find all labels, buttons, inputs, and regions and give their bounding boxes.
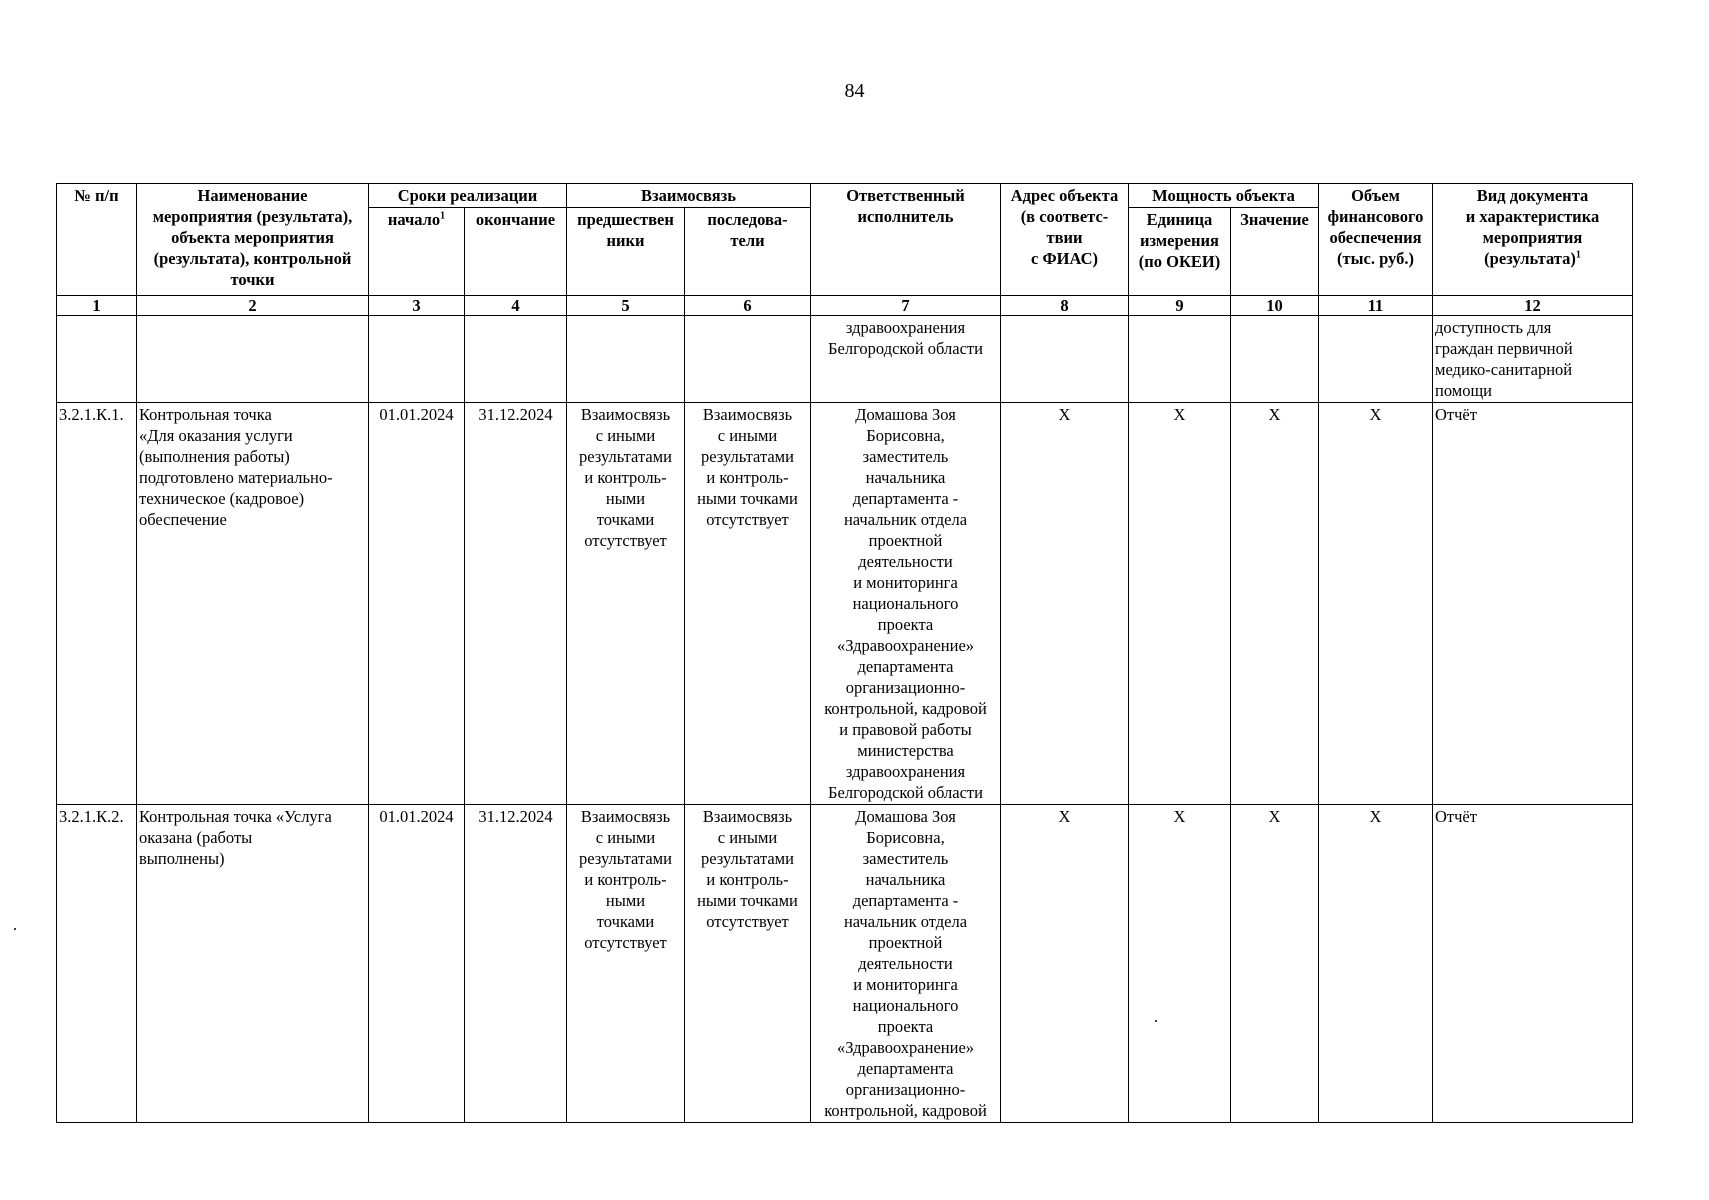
column-number: 6 (685, 296, 811, 316)
header-doc-type-label: Вид документа и характеристика мероприятия (результата) (1465, 186, 1600, 268)
column-number: 2 (137, 296, 369, 316)
row-predecessors: Взаимосвязь с иными результатами и контроль- ными точками отсутствует (567, 403, 685, 805)
row-start: 01.01.2024 (369, 403, 465, 805)
row-address: X (1001, 403, 1129, 805)
row-responsible: Домашова Зоя Борисовна, заместитель начальника департамента - начальник отдела проектной деятельности и мониторинга национального проекта «Здравоохранение» департамента организационно- контрольной, кадровой и правовой работы министерства здравоохранения Белгородской области (811, 403, 1001, 805)
column-number: 7 (811, 296, 1001, 316)
header-doc-type-footnote: 1 (1575, 249, 1581, 261)
column-number: 8 (1001, 296, 1129, 316)
row-start: 01.01.2024 (369, 805, 465, 1123)
row-number: 3.2.1.К.1. (57, 403, 137, 805)
plan-table (56, 183, 1633, 1123)
row-number: 3.2.1.К.2. (57, 805, 137, 1123)
row-responsible: Домашова Зоя Борисовна, заместитель начальника департамента - начальник отдела проектной деятельности и мониторинга национального проекта «Здравоохранение» департамента организационно- контрольной, кадровой (811, 805, 1001, 1123)
row-unit: X (1129, 805, 1231, 1123)
row-value: X (1231, 403, 1319, 805)
row-successors: Взаимосвязь с иными результатами и контроль- ными точками отсутствует (685, 805, 811, 1123)
header-link-group: Взаимосвязь (567, 184, 811, 208)
header-end: окончание (465, 208, 567, 296)
table-row (57, 805, 1633, 1123)
row-doc-type: Отчёт (1433, 805, 1633, 1123)
column-number: 4 (465, 296, 567, 316)
page-number: 84 (844, 80, 865, 102)
header-value: Значение (1231, 208, 1319, 296)
header-name: Наименование мероприятия (результата), объекта мероприятия (результата), контрольной точки (137, 184, 369, 296)
header-responsible: Ответственный исполнитель (811, 184, 1001, 296)
header-finance: Объем финансового обеспечения (тыс. руб.) (1319, 184, 1433, 296)
row-unit: X (1129, 403, 1231, 805)
row-value: X (1231, 805, 1319, 1123)
header-successors: последова- тели (685, 208, 811, 296)
column-number: 5 (567, 296, 685, 316)
row-successors: Взаимосвязь с иными результатами и контроль- ными точками отсутствует (685, 403, 811, 805)
column-number-row (57, 296, 1633, 316)
row-end: 31.12.2024 (465, 403, 567, 805)
header-start-label: начало (387, 210, 441, 229)
header-doc-type (1433, 184, 1633, 296)
header-terms-group: Сроки реализации (369, 184, 567, 208)
header-capacity-group: Мощность объекта (1129, 184, 1319, 208)
scan-speck (1155, 1020, 1157, 1022)
header-address: Адрес объекта (в соответс- твии с ФИАС) (1001, 184, 1129, 296)
column-number: 9 (1129, 296, 1231, 316)
row-finance: X (1319, 805, 1433, 1123)
column-number: 12 (1433, 296, 1633, 316)
row-address: X (1001, 805, 1129, 1123)
row-finance: X (1319, 403, 1433, 805)
column-number: 11 (1319, 296, 1433, 316)
column-number: 3 (369, 296, 465, 316)
row-predecessors: Взаимосвязь с иными результатами и контроль- ными точками отсутствует (567, 805, 685, 1123)
scan-speck (14, 928, 16, 930)
row-doc-type: Отчёт (1433, 403, 1633, 805)
row-name: Контрольная точка «Для оказания услуги (выполнения работы) подготовлено материально- техническое (кадровое) обеспечение (137, 403, 369, 805)
row-name: Контрольная точка «Услуга оказана (работы выполнены) (137, 805, 369, 1123)
header-predecessors: предшествен ники (567, 208, 685, 296)
continuation-row (57, 316, 1633, 403)
column-number: 1 (57, 296, 137, 316)
header-start-footnote: 1 (440, 210, 446, 222)
header-unit: Единица измерения (по ОКЕИ) (1129, 208, 1231, 296)
header-start (369, 208, 465, 296)
column-number: 10 (1231, 296, 1319, 316)
table-row (57, 403, 1633, 805)
row-end: 31.12.2024 (465, 805, 567, 1123)
continuation-doc-type: доступность для граждан первичной медико-санитарной помощи (1433, 316, 1633, 403)
header-number: № п/п (57, 184, 137, 296)
continuation-responsible: здравоохранения Белгородской области (811, 316, 1001, 403)
